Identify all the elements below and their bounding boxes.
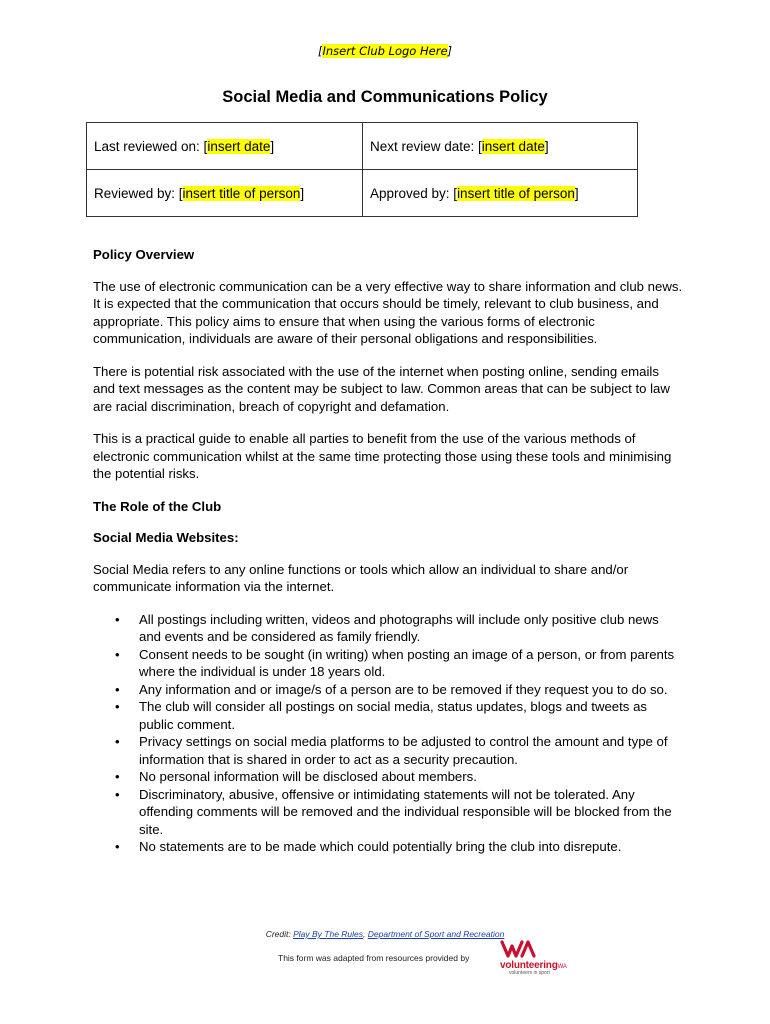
dept-sport-recreation-link[interactable]: Department of Sport and Recreation [367,929,505,939]
last-reviewed-label: Last reviewed on: [ [94,138,208,154]
next-review-value: insert date [481,138,545,154]
social-media-heading: Social Media Websites: [93,530,239,545]
overview-paragraph-3: This is a practical guide to enable all parties to benefit from the use of the various methods of electronic communication whilst at the same time protecting those using these tools and minimising the potential risks. [93,431,672,481]
credit-separator: , [363,929,368,939]
reviewed-by-label: Reviewed by: [ [94,185,183,201]
last-reviewed-value: insert date [207,138,271,154]
bullet-icon: • [115,646,120,662]
bullet-icon: • [115,611,120,627]
review-table [86,122,638,217]
next-review-label: Next review date: [ [370,138,482,154]
list-item [93,838,683,856]
next-review-cell [363,123,638,170]
club-logo-placeholder [0,44,770,58]
logo-tagline: volunteers in sport [509,970,550,976]
approved-by-cell [363,170,638,217]
list-item [93,786,683,839]
last-reviewed-cell [87,123,363,170]
list-item-text: Privacy settings on social media platforms to be adjusted to control the amount and type of information that is shared in order to act as a security precaution. [139,734,668,767]
bracket: ] [270,138,275,154]
footer-adapted-note: This form was adapted from resources provided by [278,953,470,963]
review-row-dates [87,123,638,170]
logo-close-bracket: ] [447,44,453,58]
document-title: Social Media and Communications Policy [222,88,548,106]
role-of-club-heading: The Role of the Club [93,498,222,514]
bracket: ] [544,138,549,154]
bracket: ] [300,185,305,201]
list-item-text: No personal information will be disclosed about members. [139,769,477,784]
credit-label: Credit: [265,929,294,939]
bullet-icon: • [115,734,120,749]
list-item-text: All postings including written, videos and photographs will include only positive club news and events and be considered as family friendly. [139,611,659,644]
list-item-text: Discriminatory, abusive, offensive or intimidating statements will not be tolerated. Any offending comments will be removed and the individual responsible will be blocked from the site. [139,786,672,837]
logo-text: volunteering [500,960,558,971]
approved-by-value: insert title of person [457,185,575,201]
social-media-rules-list [93,611,683,856]
list-item-text: Any information and or image/s of a person are to be removed if they request you to do so. [139,681,668,697]
list-item [93,681,683,699]
logo-suffix: WA [557,964,567,970]
list-item [93,733,683,768]
policy-content [93,246,683,856]
bracket: ] [574,185,579,201]
list-item [93,768,683,786]
bullet-icon: • [115,699,120,714]
reviewed-by-value: insert title of person [182,185,301,201]
footer-credit [0,929,770,939]
bullet-icon: • [115,681,120,697]
social-media-paragraph: Social Media refers to any online functions or tools which allow an individual to share and/or communicate information via the internet. [93,561,629,594]
review-row-people [87,170,638,217]
bullet-icon: • [115,839,120,854]
bullet-icon: • [115,769,120,784]
logo-open-bracket: [ [317,44,323,58]
reviewed-by-cell [87,170,363,217]
overview-paragraph-1: The use of electronic communication can be a very effective way to share information and club news. It is expected that the communication that occurs should be timely, relevant to club business, and appropriate. This policy aims to ensure that when using the various forms of electronic communication, individuals are aware of their personal obligations and responsibilities. [93,278,683,346]
logo-placeholder-text: Insert Club Logo Here [322,44,448,58]
list-item-text: No statements are to be made which could potentially bring the club into disrepute. [139,839,622,854]
bullet-icon: • [115,786,120,802]
list-item [93,611,683,646]
overview-paragraph-2: There is potential risk associated with the use of the internet when posting online, sending emails and text messages as the content may be subject to law. Common areas that can be subject to law are racial discrimination, breach of copyright and defamation. [93,363,670,414]
approved-by-label: Approved by: [ [370,185,458,201]
list-item [93,646,683,681]
policy-overview-heading: Policy Overview [93,247,195,262]
list-item-text: Consent needs to be sought (in writing) when posting an image of a person, or from parents where the individual is under 18 years old. [139,646,675,679]
play-by-the-rules-link[interactable]: Play By The Rules [293,929,364,939]
list-item [93,698,683,733]
list-item-text: The club will consider all postings on social media, status updates, blogs and tweets as public comment. [139,699,647,732]
